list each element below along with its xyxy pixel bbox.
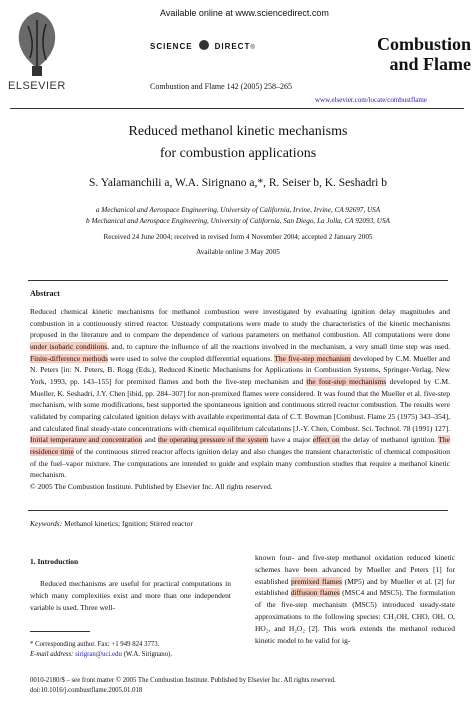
highlight: diffusion flames	[290, 588, 340, 598]
highlight: under isobaric conditions	[30, 341, 108, 351]
affiliation-b: b Mechanical and Aerospace Engineering, University of California, San Diego, La Jolla, CA 92093, USA	[86, 217, 390, 225]
highlight: the operating pressure of the system	[157, 435, 269, 445]
journal-url[interactable]: www.elsevier.com/locate/combustflame	[315, 96, 427, 104]
received-dates: Received 24 June 2004; received in revised form 4 November 2004; accepted 2 January 2005	[103, 233, 373, 241]
abstract-heading: Abstract	[30, 289, 60, 298]
sciencedirect-logo: SCIENCE DIRECT®	[150, 42, 255, 51]
email-link[interactable]: sirigran@uci.edu	[75, 650, 122, 658]
highlight: The residence time	[30, 435, 450, 456]
highlight: the four-step mechanisms	[306, 376, 387, 386]
citation: Combustion and Flame 142 (2005) 258–265	[150, 82, 292, 91]
affiliation-a: a Mechanical and Aerospace Engineering, University of California, Irvine, Irvine, CA 92697, USA	[95, 206, 381, 214]
footnote: * Corresponding author. Fax: +1 949 824 3773. E-mail address: sirigran@uci.edu (W.A. Sirignano).	[30, 641, 173, 658]
sd-at-icon	[199, 40, 209, 50]
intro-column-2: known four- and five-step methanol oxidation reduced kinetic schemes have been advanced by Mueller and Peters [1] for established premixed flames (MP5) and by Mueller et al. [2] for established diffusion flames (MSC4 and MSC5). The formulation of the five-step mechanism (MSC5) introduced steady-state approximations to the following species: CH₂OH, CHO, OH, O, HO₂, and H₂O₂ [2]. This work extends the methanol reduced kinetic model to be valid for ig-	[255, 553, 456, 645]
section-heading: 1. Introduction	[30, 557, 79, 566]
abstract-top-rule	[28, 280, 448, 281]
highlight: premixed flames	[290, 576, 342, 586]
publisher-name: ELSEVIER	[8, 80, 66, 92]
copyright: © 2005 The Combustion Institute. Published by Elsevier Inc. All rights reserved.	[30, 481, 273, 491]
intro-column-1: Reduced mechanisms are useful for practical computations in which many complexities exist and more than one independent variable is used. Three well-	[30, 579, 231, 612]
elsevier-logo	[8, 6, 66, 88]
highlight: Finite-difference methods	[30, 353, 108, 363]
online-date: Available online 3 May 2005	[196, 248, 280, 256]
available-online: Available online at www.sciencedirect.com	[160, 8, 329, 18]
header-divider	[10, 108, 464, 109]
highlight: Initial temperature and concentration	[30, 435, 143, 445]
article-title-line1: Reduced methanol kinetic mechanisms	[128, 124, 348, 139]
bottom-info: 0010-2180/$ – see front matter © 2005 The Combustion Institute. Published by Elsevier Inc. All rights reserved. doi:10.1016/j.combustflame.2005.01.018	[30, 677, 336, 694]
article-title-line2: for combustion applications	[159, 146, 317, 161]
authors: S. Yalamanchili a, W.A. Sirignano a,*, R. Seiser b, K. Seshadri b	[88, 177, 388, 189]
footnote-rule	[30, 631, 90, 632]
abstract-body: Reduced chemical kinetic mechanisms for methanol combustion were investigated by evaluating ignition delay magnitudes and combustion in a continuously stirred reactor. Unsteady computations were made to study the characteristics of the kinetic mechanisms proposed in the literature and to compare the dependence of various parameters on methanol combustion. All computations were done under isobaric conditions, and, to capture the influence of all the reactions involved in the mechanism, a very small time step was used. Finite-difference methods were used to solve the coupled differential equations. The five-step mechanism developed by C.M. Mueller and N. Peters [in: N. Peters, B. Rogg (Eds.), Reduced Kinetic Mechanisms for Applications in Combustion Systems, Springer-Verlag, New York, 1993, pp. 143–155] for premixed flames and both the five-step mechanism and the four-step mechanisms developed by C.M. Mueller, K. Seshadri, J.Y. Chen [ibid, pp. 284–307] for non-premixed flames were considered. It was found that the Mueller et al. five-step mechanism, with some modifications, best supported the spontaneous ignition and continuous stirred reactor combustion. The results were validated by comparing calculated ignition delays with available experimental data of C.T. Bowman [Combust. Flame 25 (1975) 343–354], and calculated final steady-state concentrations with chemical equilibrium calculations [J.-Y. Chen, Combust. Sci. Technol. 78 (1991) 127]. Initial temperature and concentration and the operating pressure of the system have a major effect on the delay of methanol ignition. The residence time of the continuous stirred reactor affects ignition delay and also changes the transient characteristic of chemical composition of the fuel–vapor mixture. The computations are intended to guide and explain many combustion studies that require a methanol kinetic mechanism. © 2005 The Combustion Institute. Published by Elsevier Inc. All rights reserved.	[30, 307, 451, 491]
highlight: The five-step mechanism	[274, 353, 351, 363]
highlight: effect on	[312, 435, 340, 445]
keywords: Keywords: Methanol kinetics; Ignition; Stirred reactor	[30, 519, 193, 528]
journal-title: Combustion and Flame	[376, 34, 471, 74]
abstract-bottom-rule	[28, 510, 448, 511]
